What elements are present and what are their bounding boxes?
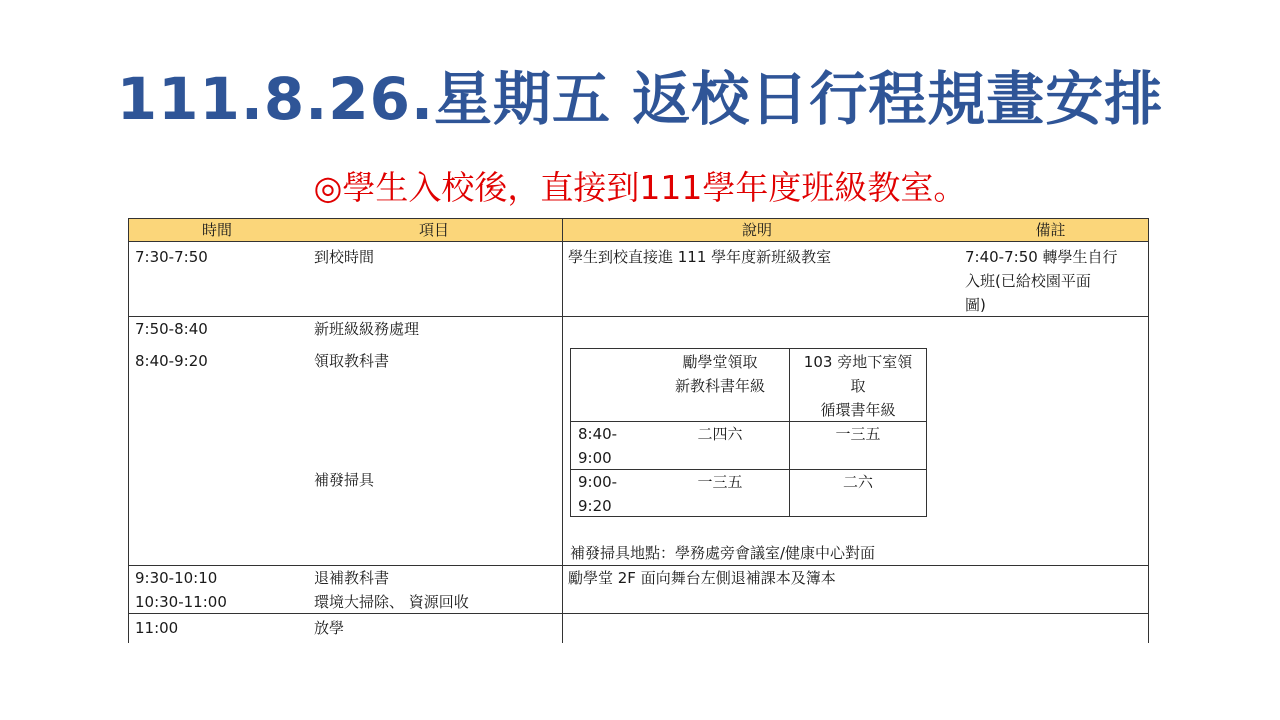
header-description: 說明 xyxy=(741,221,772,239)
slot2-time-line1: 9:00- xyxy=(578,473,618,491)
header-item: 項目 xyxy=(418,221,449,239)
slot1-new-books-grades: 二四六 xyxy=(697,425,743,443)
row-divider xyxy=(128,316,1149,317)
schedule-table xyxy=(128,218,1149,643)
slot2-recycled-books-grades: 二六 xyxy=(842,473,873,491)
row4-item: 放學 xyxy=(314,619,345,637)
row1-note-line3: 圖) xyxy=(965,296,986,314)
col1-header-line2: 新教科書年級 xyxy=(674,377,765,395)
page-subtitle: ◎學生入校後，直接到111學年度班級教室。 xyxy=(313,168,967,207)
row1-note-line1: 7:40-7:50 轉學生自行 xyxy=(965,248,1118,266)
row2-time-b: 8:40-9:20 xyxy=(135,352,208,370)
row1-item: 到校時間 xyxy=(314,248,375,266)
col1-header-line1: 勵學堂領取 xyxy=(682,353,758,371)
header-note: 備註 xyxy=(1035,221,1066,239)
row3-time-b: 10:30-11:00 xyxy=(135,593,227,611)
row3-time-a: 9:30-10:10 xyxy=(135,569,218,587)
grid-line xyxy=(1148,218,1149,643)
slot1-time-line1: 8:40- xyxy=(578,425,618,443)
slot2-new-books-grades: 一三五 xyxy=(697,473,743,491)
row2-item-b: 領取教科書 xyxy=(314,352,390,370)
col2-header-line1: 103 旁地下室領 xyxy=(803,353,913,371)
row2-item-a: 新班級級務處理 xyxy=(314,320,420,338)
slot1-time-line2: 9:00 xyxy=(578,449,612,467)
row2-item-c: 補發掃具 xyxy=(314,471,375,489)
slot2-time-line2: 9:20 xyxy=(578,497,612,515)
row1-note-line2: 入班(已給校園平面 xyxy=(965,272,1091,290)
row3-item-b: 環境大掃除、 資源回收 xyxy=(314,593,469,611)
row3-description: 勵學堂 2F 面向舞台左側退補課本及簿本 xyxy=(568,569,836,587)
slot1-recycled-books-grades: 一三五 xyxy=(835,425,881,443)
row-divider xyxy=(128,613,1149,614)
row2-time-a: 7:50-8:40 xyxy=(135,320,208,338)
cleaning-tools-location: 補發掃具地點：學務處旁會議室/健康中心對面 xyxy=(570,544,876,562)
header-time: 時間 xyxy=(201,221,232,239)
grid-line xyxy=(562,218,563,643)
row3-item-a: 退補教科書 xyxy=(314,569,390,587)
col2-header-line2: 取 xyxy=(850,377,866,395)
row4-time: 11:00 xyxy=(135,619,179,637)
grid-line xyxy=(128,218,129,643)
page-title: 111.8.26.星期五 返校日行程規畫安排 xyxy=(116,65,1164,133)
row1-time: 7:30-7:50 xyxy=(135,248,208,266)
col2-header-line3: 循環書年級 xyxy=(820,401,896,419)
textbook-distribution-table xyxy=(570,348,927,517)
row1-description: 學生到校直接進 111 學年度新班級教室 xyxy=(568,248,832,266)
